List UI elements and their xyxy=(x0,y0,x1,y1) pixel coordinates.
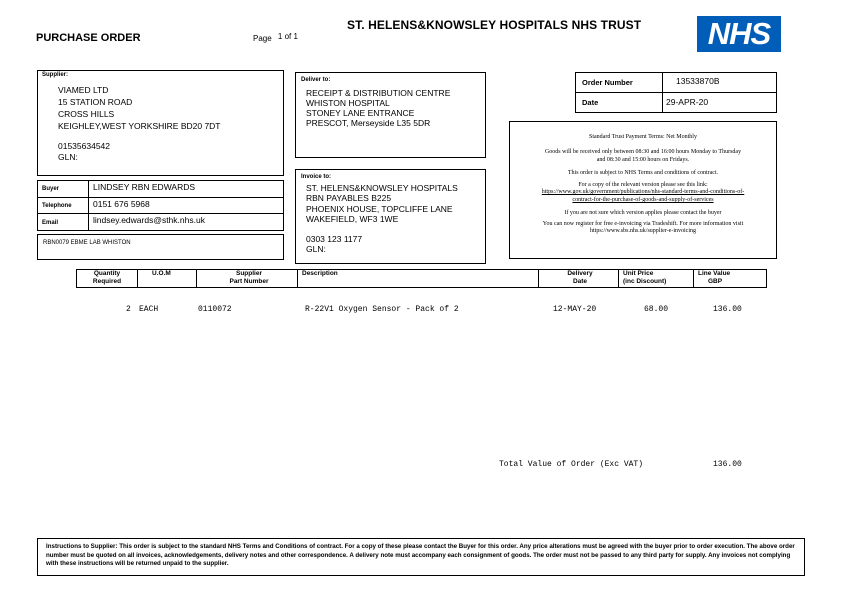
header-part-number: Supplier Part Number xyxy=(229,270,269,285)
order-info-box xyxy=(575,72,777,113)
supplier-address-1: 15 STATION ROAD xyxy=(58,97,133,107)
total-label: Total Value of Order (Exc VAT) xyxy=(499,460,644,469)
buyer-name: LINDSEY RBN EDWARDS xyxy=(93,182,196,192)
total-value: 136.00 xyxy=(713,460,742,469)
terms-hours-2: and 08:30 and 15:00 hours on Fridays. xyxy=(596,157,690,163)
cost-centre-box xyxy=(37,234,284,260)
order-number: 13533870B xyxy=(676,76,720,86)
supplier-gln: GLN: xyxy=(58,152,78,162)
terms-hours-1: Goods will be received only between 08:30 and 16:00 hours Monday to Thursday xyxy=(544,149,742,155)
invoice-to-line-2: RBN PAYABLES B225 xyxy=(306,193,392,203)
deliver-to-label: Deliver to: xyxy=(301,77,331,83)
terms-link-1[interactable]: https://www.gov.uk/government/publications/nhs-standard-terms-and-conditions-of- xyxy=(541,189,745,195)
buyer-telephone: 0151 676 5968 xyxy=(93,199,150,209)
header-quantity: Quantity Required xyxy=(92,270,122,285)
row-description: R-22V1 Oxygen Sensor - Pack of 2 xyxy=(305,305,459,314)
row-uom: EACH xyxy=(139,305,159,314)
terms-einvoicing-link[interactable]: https://www.sbs.nhs.uk/supplier-e-invoicing xyxy=(590,228,696,234)
terms-link-2[interactable]: contract-for-the-purchase-of-goods-and-supply-of-services xyxy=(572,197,714,203)
header-line-value: Line Value GBP xyxy=(698,270,731,285)
page-number: 1 xyxy=(277,32,283,41)
instructions-box xyxy=(37,538,805,576)
header-description: Description xyxy=(302,270,338,277)
supplier-box xyxy=(37,70,284,176)
terms-einvoicing: You can now register for free e-invoicing via Tradeshift. For more information visit xyxy=(542,221,744,227)
instructions-text: Instructions to Supplier: This order is subject to the standard NHS Terms and Conditions of contract. For a copy of these please contact the Buyer for this order. Any price alterations must be agreed with the buyer prior to order execution. The above order number must be quoted on all invoices, acknowledgements, delivery notes and other correspondence. A delivery note must accompany each consignment of goods. The order must not be passed to any third party for supply. Any invoices not complying with these instructions will be returned unpaid to the supplier. xyxy=(46,543,795,567)
page-label: Page xyxy=(253,34,272,43)
invoice-to-gln: GLN: xyxy=(306,244,326,254)
row-part-number: 0110072 xyxy=(198,305,232,314)
row-delivery-date: 12-MAY-20 xyxy=(553,305,597,314)
invoice-to-label: Invoice to: xyxy=(301,174,332,180)
invoice-to-line-1: ST. HELENS&KNOWSLEY HOSPITALS xyxy=(306,183,458,193)
trust-name: ST. HELENS&KNOWSLEY HOSPITALS NHS TRUST xyxy=(347,18,642,32)
header-delivery-date: Delivery Date xyxy=(567,270,593,285)
deliver-to-box xyxy=(295,72,486,158)
supplier-label: Supplier: xyxy=(42,72,69,78)
supplier-address-3: KEIGHLEY,WEST YORKSHIRE BD20 7DT xyxy=(58,121,221,131)
order-number-label: Order Number xyxy=(582,78,633,87)
buyer-email[interactable]: lindsey.edwards@sthk.nhs.uk xyxy=(93,215,205,225)
order-date-label: Date xyxy=(582,98,599,107)
invoice-to-line-4: WAKEFIELD, WF3 1WE xyxy=(306,214,399,224)
supplier-phone: 01535634542 xyxy=(58,141,111,151)
invoice-to-box xyxy=(295,169,486,264)
supplier-name: VIAMED LTD xyxy=(58,85,109,95)
email-label: Email xyxy=(42,220,59,226)
deliver-to-line-2: WHISTON HOSPITAL xyxy=(306,98,390,108)
page-indicator xyxy=(253,34,298,43)
row-unit-price: 68.00 xyxy=(644,305,669,314)
terms-link-intro: For a copy of the relevant version please see this link: xyxy=(578,182,708,188)
page-of: of xyxy=(284,32,292,41)
page-total: 1 xyxy=(293,32,298,41)
invoice-to-phone: 0303 123 1177 xyxy=(306,234,363,244)
terms-payment: Standard Trust Payment Terms: Net Monthly xyxy=(589,134,697,140)
row-line-value: 136.00 xyxy=(713,305,742,314)
buyer-box xyxy=(37,180,284,231)
invoice-to-line-3: PHOENIX HOUSE, TOPCLIFFE LANE xyxy=(306,204,453,214)
supplier-address-2: CROSS HILLS xyxy=(58,109,115,119)
deliver-to-line-4: PRESCOT, Merseyside L35 5DR xyxy=(306,118,431,128)
order-date: 29-APR-20 xyxy=(666,97,709,107)
cost-centre: RBN0079 EBME LAB WHISTON xyxy=(43,240,131,246)
terms-box xyxy=(509,121,777,259)
row-quantity: 2 xyxy=(126,305,131,314)
nhs-logo: NHS xyxy=(697,16,781,52)
table-row xyxy=(0,305,842,317)
buyer-label: Buyer xyxy=(42,186,60,192)
telephone-label: Telephone xyxy=(42,203,72,209)
document-title: PURCHASE ORDER xyxy=(36,32,141,44)
deliver-to-line-3: STONEY LANE ENTRANCE xyxy=(306,108,415,118)
header-uom: U.O.M xyxy=(152,270,171,277)
header-unit-price: Unit Price (inc Discount) xyxy=(623,270,667,285)
terms-contract: This order is subject to NHS Terms and conditions of contract. xyxy=(567,170,719,176)
deliver-to-line-1: RECEIPT & DISTRIBUTION CENTRE xyxy=(306,88,451,98)
terms-version-note: If you are not sure which version applies please contact the buyer xyxy=(564,210,722,216)
